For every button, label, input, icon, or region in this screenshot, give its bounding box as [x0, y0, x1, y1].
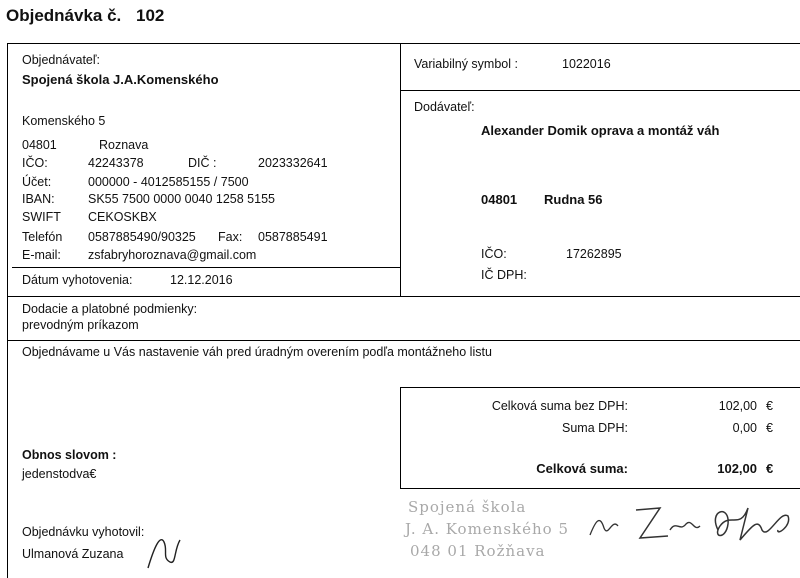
supplier-icdph-label: IČ DPH: [481, 268, 527, 282]
buyer-iban-label: IBAN: [22, 192, 55, 206]
buyer-street: Komenského 5 [22, 114, 106, 128]
buyer-city: Roznava [99, 138, 149, 152]
frame-mid [400, 43, 401, 296]
stamp-line-3: 048 01 Rožňava [410, 542, 546, 560]
totals-left [400, 387, 401, 489]
vat-value: 0,00 [732, 421, 757, 435]
issue-date-value: 12.12.2016 [170, 273, 233, 287]
supplier-address: Rudna 56 [544, 192, 603, 207]
page-title [6, 6, 164, 26]
delivery-label: Dodacie a platobné podmienky: [22, 302, 198, 316]
issued-by-label: Objednávku vyhotovil: [22, 525, 145, 539]
buyer-fax-label: Fax: [218, 230, 243, 244]
handwritten-signature [580, 490, 795, 560]
title-label: Objednávka č. [6, 6, 122, 25]
vat-label: Suma DPH: [562, 421, 628, 435]
buyer-ico: 42243378 [88, 156, 144, 170]
net-value: 102,00 [718, 399, 757, 413]
buyer-zip: 04801 [22, 138, 57, 152]
buyer-ucet-label: Účet: [22, 175, 52, 189]
issuer-signature [140, 528, 185, 573]
delivery-bottom [7, 340, 800, 341]
issue-date-label: Dátum vyhotovenia: [22, 273, 133, 287]
net-label: Celková suma bez DPH: [491, 399, 628, 413]
supplier-zip: 04801 [481, 192, 518, 207]
buyer-name: Spojená škola J.A.Komenského [22, 72, 219, 87]
supplier-ico: 17262895 [566, 247, 622, 261]
totals-bottom [400, 488, 800, 489]
buyer-swift-label: SWIFT [22, 210, 61, 224]
order-number: 102 [136, 6, 165, 25]
buyer-ico-label: IČO: [22, 156, 48, 170]
buyer-label: Objednávateľ: [22, 53, 101, 67]
vs-value: 1022016 [562, 57, 611, 71]
order-text: Objednávame u Vás nastavenie váh pred úradným overením podľa montážneho listu [22, 345, 492, 359]
header-bottom [7, 296, 800, 297]
buyer-fax: 0587885491 [258, 230, 328, 244]
total-value: 102,00 [717, 461, 757, 476]
buyer-email: zsfabryhoroznava@gmail.com [88, 248, 257, 262]
stamp-line-2: J. A. Komenského 5 [405, 520, 570, 538]
total-label: Celková suma: [536, 461, 628, 476]
buyer-ucet: 000000 - 4012585155 / 7500 [88, 175, 249, 189]
amount-words-label: Obnos slovom : [22, 448, 117, 462]
totals-top [400, 387, 800, 388]
buyer-phone: 0587885490/90325 [88, 230, 196, 244]
supplier-ico-label: IČO: [481, 247, 507, 261]
date-divider [12, 267, 401, 268]
frame-left [7, 43, 8, 578]
vs-label: Variabilný symbol : [414, 57, 518, 71]
buyer-iban: SK55 7500 0000 0040 1258 5155 [88, 192, 275, 206]
supplier-label: Dodávateľ: [414, 100, 475, 114]
buyer-dic: 2023332641 [258, 156, 328, 170]
frame-top [7, 43, 800, 44]
delivery-value: prevodným príkazom [22, 318, 139, 332]
buyer-swift: CEKOSKBX [88, 210, 157, 224]
buyer-phone-label: Telefón [22, 230, 63, 244]
buyer-dic-label: DIČ : [188, 156, 217, 170]
buyer-email-label: E-mail: [22, 248, 61, 262]
net-currency: € [766, 399, 773, 413]
supplier-name: Alexander Domik oprava a montáž váh [481, 123, 720, 138]
issued-by-value: Ulmanová Zuzana [22, 547, 124, 561]
vs-divider [400, 90, 800, 91]
total-currency: € [766, 461, 774, 476]
stamp-line-1: Spojená škola [408, 498, 527, 516]
vat-currency: € [766, 421, 773, 435]
amount-words-value: jedenstodva€ [22, 467, 97, 481]
